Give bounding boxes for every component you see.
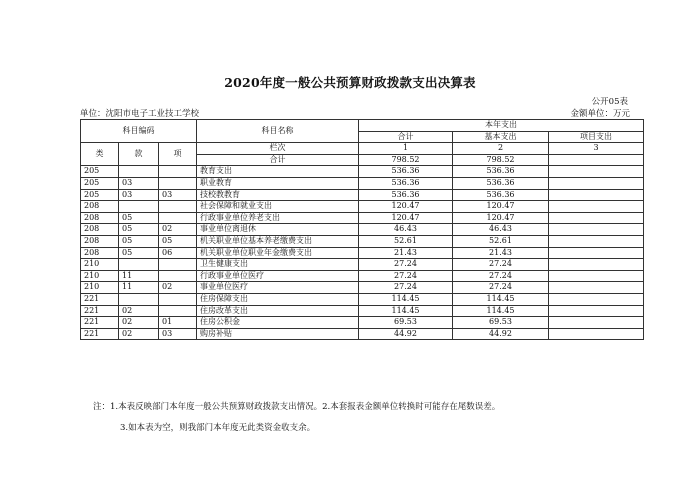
sum-basic: 798.52 — [453, 154, 549, 166]
cell-kuan: 05 — [119, 247, 159, 259]
cell-kuan — [119, 259, 159, 271]
cell-lei: 205 — [81, 166, 119, 178]
cell-xiang — [159, 212, 197, 224]
cell-project — [549, 189, 644, 201]
cell-basic: 114.45 — [453, 293, 549, 305]
table-row — [81, 293, 644, 305]
cell-total: 114.45 — [359, 293, 453, 305]
cell-project — [549, 328, 644, 340]
cell-project — [549, 235, 644, 247]
cell-basic: 52.61 — [453, 235, 549, 247]
cell-total: 27.24 — [359, 270, 453, 282]
cell-basic: 69.53 — [453, 317, 549, 329]
cell-total: 44.92 — [359, 328, 453, 340]
cell-kuan: 02 — [119, 305, 159, 317]
table-row — [81, 235, 644, 247]
header-row-1 — [81, 120, 644, 132]
cell-basic: 536.36 — [453, 166, 549, 178]
cell-basic: 536.36 — [453, 189, 549, 201]
cell-basic: 21.43 — [453, 247, 549, 259]
cell-xiang: 02 — [159, 224, 197, 236]
cell-lei: 210 — [81, 259, 119, 271]
cell-name: 购房补贴 — [197, 328, 359, 340]
cell-xiang: 02 — [159, 282, 197, 294]
cell-name: 住房保障支出 — [197, 293, 359, 305]
cell-project — [549, 317, 644, 329]
table-row — [81, 282, 644, 294]
cell-name: 职业教育 — [197, 177, 359, 189]
cell-lei: 205 — [81, 189, 119, 201]
cell-xiang — [159, 177, 197, 189]
table-row — [81, 317, 644, 329]
cell-basic: 44.92 — [453, 328, 549, 340]
cell-total: 27.24 — [359, 282, 453, 294]
cell-kuan: 11 — [119, 270, 159, 282]
cell-xiang — [159, 305, 197, 317]
cell-xiang — [159, 270, 197, 282]
cell-basic: 27.24 — [453, 282, 549, 294]
cell-xiang: 06 — [159, 247, 197, 259]
cell-basic: 27.24 — [453, 259, 549, 271]
cell-basic: 120.47 — [453, 201, 549, 213]
cell-total: 120.47 — [359, 212, 453, 224]
header-project: 项目支出 — [549, 131, 644, 143]
cell-basic: 536.36 — [453, 177, 549, 189]
cell-name: 行政事业单位养老支出 — [197, 212, 359, 224]
cell-total: 52.61 — [359, 235, 453, 247]
cell-total: 536.36 — [359, 177, 453, 189]
cell-lei: 208 — [81, 212, 119, 224]
cell-lei: 208 — [81, 247, 119, 259]
cell-project — [549, 166, 644, 178]
header-this-year: 本年支出 — [359, 120, 644, 132]
cell-total: 46.43 — [359, 224, 453, 236]
cell-basic: 46.43 — [453, 224, 549, 236]
cell-lei: 208 — [81, 201, 119, 213]
cell-name: 机关职业单位职业年金缴费支出 — [197, 247, 359, 259]
cell-basic: 114.45 — [453, 305, 549, 317]
cell-xiang — [159, 259, 197, 271]
cell-lei: 221 — [81, 305, 119, 317]
table-row — [81, 224, 644, 236]
cell-project — [549, 247, 644, 259]
header-basic: 基本支出 — [453, 131, 549, 143]
amount-unit-label: 金额单位：万元 — [570, 109, 630, 119]
cell-total: 114.45 — [359, 305, 453, 317]
cell-project — [549, 305, 644, 317]
table-row — [81, 201, 644, 213]
note-2: 3.如本表为空，则我部门本年度无此类资金收支余。 — [120, 423, 316, 433]
cell-kuan: 05 — [119, 212, 159, 224]
header-col1: 1 — [359, 143, 453, 155]
header-kuan: 款 — [119, 143, 159, 166]
header-col2: 2 — [453, 143, 549, 155]
cell-lei: 221 — [81, 293, 119, 305]
sum-total: 798.52 — [359, 154, 453, 166]
cell-xiang: 05 — [159, 235, 197, 247]
cell-total: 536.36 — [359, 166, 453, 178]
cell-kuan: 03 — [119, 177, 159, 189]
cell-name: 技校教教育 — [197, 189, 359, 201]
cell-project — [549, 224, 644, 236]
cell-total: 536.36 — [359, 189, 453, 201]
sum-project — [549, 154, 644, 166]
cell-kuan: 02 — [119, 317, 159, 329]
cell-lei: 210 — [81, 282, 119, 294]
cell-project — [549, 270, 644, 282]
table-row — [81, 259, 644, 271]
table-row — [81, 177, 644, 189]
cell-total: 21.43 — [359, 247, 453, 259]
cell-xiang — [159, 293, 197, 305]
cell-name: 卫生健康支出 — [197, 259, 359, 271]
cell-name: 社会保障和就业支出 — [197, 201, 359, 213]
cell-lei: 208 — [81, 224, 119, 236]
cell-xiang — [159, 166, 197, 178]
cell-kuan: 11 — [119, 282, 159, 294]
cell-project — [549, 282, 644, 294]
cell-total: 27.24 — [359, 259, 453, 271]
form-number: 公开05表 — [591, 97, 628, 107]
cell-xiang: 03 — [159, 328, 197, 340]
header-col3: 3 — [549, 143, 644, 155]
header-column-index: 栏次 — [197, 143, 359, 155]
cell-basic: 120.47 — [453, 212, 549, 224]
expenditure-table — [80, 119, 644, 340]
cell-kuan — [119, 166, 159, 178]
cell-name: 行政事业单位医疗 — [197, 270, 359, 282]
sum-label: 合计 — [197, 154, 359, 166]
cell-project — [549, 201, 644, 213]
header-row-3 — [81, 143, 644, 155]
cell-lei: 221 — [81, 317, 119, 329]
table-row — [81, 328, 644, 340]
cell-project — [549, 259, 644, 271]
cell-xiang: 03 — [159, 189, 197, 201]
cell-kuan — [119, 293, 159, 305]
cell-name: 住房改革支出 — [197, 305, 359, 317]
table-row — [81, 270, 644, 282]
organization-label: 单位：沈阳市电子工业技工学校 — [80, 109, 200, 119]
cell-project — [549, 212, 644, 224]
note-1: 注：1.本表反映部门本年度一般公共预算财政拨款支出情况。2.本套报表金额单位转换时可能存在尾数误差。 — [93, 402, 501, 412]
header-subject-name: 科目名称 — [197, 120, 359, 143]
header-lei: 类 — [81, 143, 119, 166]
page-title: 2020年度一般公共预算财政拨款支出决算表 — [224, 75, 476, 90]
header-total: 合计 — [359, 131, 453, 143]
cell-name: 教育支出 — [197, 166, 359, 178]
cell-lei: 221 — [81, 328, 119, 340]
cell-lei: 205 — [81, 177, 119, 189]
header-subject-code: 科目编码 — [81, 120, 197, 143]
header-xiang: 项 — [159, 143, 197, 166]
cell-kuan — [119, 201, 159, 213]
cell-kuan: 05 — [119, 224, 159, 236]
table-row — [81, 189, 644, 201]
cell-lei: 210 — [81, 270, 119, 282]
cell-project — [549, 293, 644, 305]
cell-name: 住房公积金 — [197, 317, 359, 329]
cell-project — [549, 177, 644, 189]
cell-kuan: 02 — [119, 328, 159, 340]
table-row — [81, 247, 644, 259]
cell-name: 事业单位医疗 — [197, 282, 359, 294]
table-row — [81, 212, 644, 224]
cell-xiang — [159, 201, 197, 213]
cell-kuan: 05 — [119, 235, 159, 247]
table-row — [81, 305, 644, 317]
cell-name: 机关职业单位基本养老缴费支出 — [197, 235, 359, 247]
cell-total: 120.47 — [359, 201, 453, 213]
cell-basic: 27.24 — [453, 270, 549, 282]
table-row — [81, 166, 644, 178]
cell-xiang: 01 — [159, 317, 197, 329]
cell-kuan: 03 — [119, 189, 159, 201]
cell-total: 69.53 — [359, 317, 453, 329]
cell-lei: 208 — [81, 235, 119, 247]
cell-name: 事业单位离退休 — [197, 224, 359, 236]
